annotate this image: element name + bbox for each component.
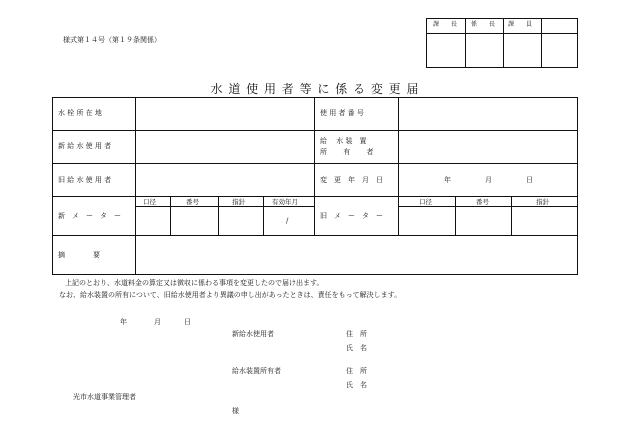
label-device-owner-2: 所 有 者 bbox=[320, 148, 374, 156]
label-old-meter: 旧 メ ー タ ー bbox=[320, 212, 383, 220]
change-date-year: 年 bbox=[444, 176, 451, 184]
approval-label-chief: 課 長 bbox=[433, 21, 458, 28]
approval-label-staff: 課 員 bbox=[508, 21, 533, 28]
device-owner-field[interactable] bbox=[401, 133, 575, 161]
new-user-signature-label: 新給水使用者 bbox=[232, 330, 274, 338]
label-user-number: 使 用 者 番 号 bbox=[320, 109, 364, 117]
new-user-field[interactable] bbox=[138, 133, 312, 161]
change-date-day: 日 bbox=[526, 176, 533, 184]
user-number-field[interactable] bbox=[401, 100, 575, 128]
form-number: 様式第１４号（第１９条関係） bbox=[63, 36, 161, 44]
label-old-user: 旧 給 水 使 用 者 bbox=[58, 176, 112, 184]
addressee: 光市水道事業管理者 bbox=[73, 393, 136, 401]
label-remarks: 摘 要 bbox=[58, 251, 100, 259]
new-meter-header-number: 番号 bbox=[186, 198, 199, 206]
label-new-user: 新 給 水 使 用 者 bbox=[58, 142, 112, 150]
change-date-month: 月 bbox=[485, 176, 492, 184]
label-change-date: 変 更 年 月 日 bbox=[320, 176, 383, 184]
new-user-address-label: 住 所 bbox=[346, 330, 367, 338]
old-meter-header-number: 番号 bbox=[476, 198, 489, 206]
owner-signature-label: 給水装置所有者 bbox=[232, 367, 281, 375]
date-day: 日 bbox=[184, 318, 191, 326]
remarks-field[interactable] bbox=[138, 238, 575, 272]
new-meter-header-expiry: 有効年月 bbox=[272, 198, 298, 206]
label-device-owner-1: 給 水 装 置 bbox=[320, 137, 367, 145]
approval-label-subchief: 係 長 bbox=[471, 21, 496, 28]
old-meter-header-reading: 指針 bbox=[536, 198, 549, 206]
date-year: 年 bbox=[120, 318, 127, 326]
label-meter-location: 水 栓 所 在 地 bbox=[58, 109, 102, 117]
old-meter-header-diameter: 口径 bbox=[419, 198, 432, 206]
label-new-meter: 新 メ ー タ ー bbox=[58, 212, 121, 220]
honorific: 様 bbox=[232, 407, 239, 415]
notice-line-2: なお、給水装置の所有について、旧給水使用者より異議の申し出があったときは、責任をもって解決します。 bbox=[59, 291, 402, 299]
form-title: 水 道 使 用 者 等 に 係 る 変 更 届 bbox=[210, 82, 420, 96]
meter-location-field[interactable] bbox=[138, 100, 312, 128]
date-month: 月 bbox=[154, 318, 161, 326]
expiry-separator: / bbox=[286, 217, 289, 225]
owner-address-label: 住 所 bbox=[346, 367, 367, 375]
new-meter-header-diameter: 口径 bbox=[143, 198, 156, 206]
new-meter-header-reading: 指針 bbox=[232, 198, 245, 206]
owner-name-label: 氏 名 bbox=[346, 381, 367, 389]
notice-line-1: 上記のとおり、水道料金の算定又は徴収に係わる事項を変更したので届け出ます。 bbox=[65, 279, 324, 287]
new-user-name-label: 氏 名 bbox=[346, 344, 367, 352]
old-user-field[interactable] bbox=[138, 166, 312, 194]
